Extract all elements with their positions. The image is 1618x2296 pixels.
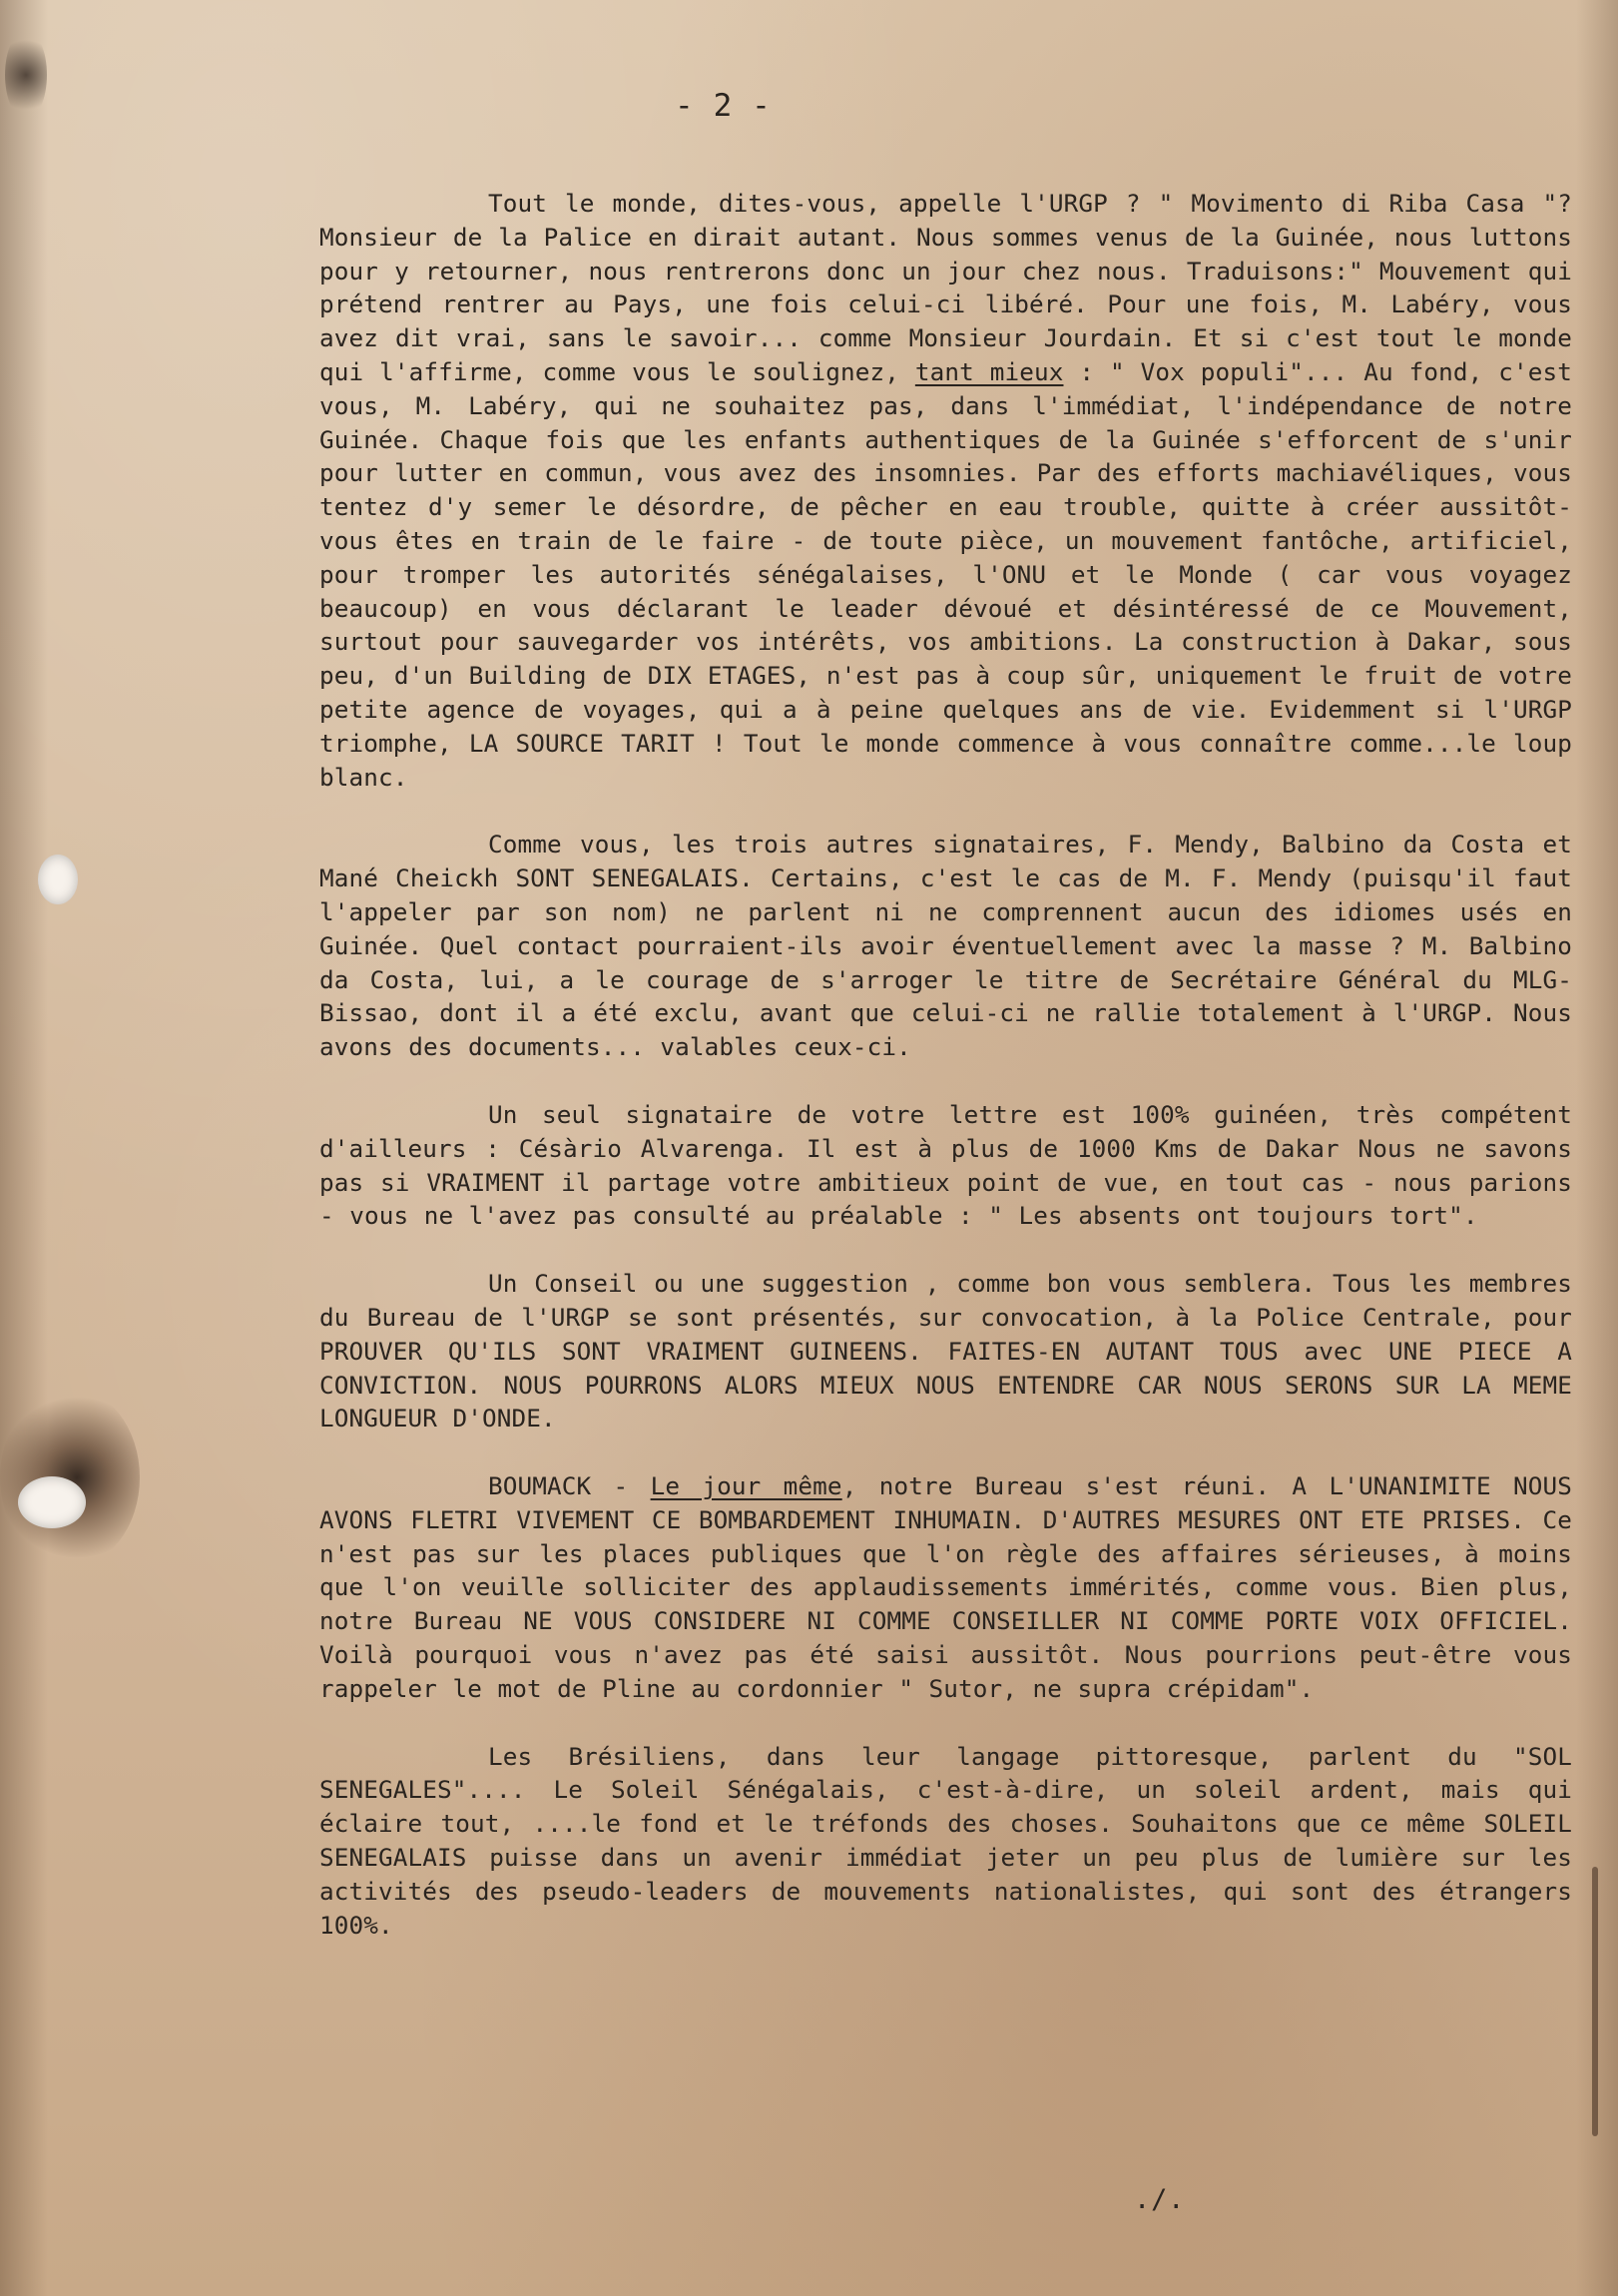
document-body: [319, 187, 1572, 1942]
paper-stain-top: [5, 30, 47, 120]
paragraph-5: BOUMACK - Le jour même, notre Bureau s'est réuni. A L'UNANIMITE NOUS AVONS FLETRI VIVEMENT CE BOMBARDEMENT INHUMAIN. D'AUTRES MESURES ONT ETE PRISES. Ce n'est pas sur les places publiques que l'on règle des affaires sérieuses, à moins que l'on veuille solliciter des applaudissements immérités, comme vous. Bien plus, notre Bureau NE VOUS CONSIDERE NI COMME CONSEILLER NI COMME PORTE VOIX OFFICIEL. Voilà pourquoi vous n'avez pas été saisi aussitôt. Nous pourrions peut-être vous rappeler le mot de Pline au cordonnier " Sutor, ne supra crépidam".: [319, 1471, 1573, 1703]
paragraph-3: Un seul signataire de votre lettre est 100% guinéen, très compétent d'ailleurs : Césàrio Alvarenga. Il est à plus de 1000 Kms de Dakar Nous ne savons pas si VRAIMENT il partage votre ambitieux point de vue, en tout cas - nous parions - vous ne l'avez pas consulté au préalable : " Les absents ont toujours tort".: [319, 1099, 1572, 1231]
paragraph-2: Comme vous, les trois autres signataires, F. Mendy, Balbino da Costa et Mané Cheickh SONT SENEGALAIS. Certains, c'est le cas de M. F. Mendy (puisqu'il faut l'appeler par son nom) ne parlent ni ne comprennent aucun des idiomes usés en Guinée. Quel contact pourraient-ils avoir éventuellement avec la masse ? M. Balbino da Costa, lui, a le courage de s'arroger le titre de Secrétaire Général du MLG-Bissao, dont il a été exclu, avant que celui-ci ne rallie totalement à l'URGP. Nous avons des documents... valables ceux-ci.: [319, 830, 1572, 1062]
signoff: ./.: [1134, 2184, 1186, 2215]
page-number: - 2 -: [675, 88, 772, 124]
paragraph-1: Tout le monde, dites-vous, appelle l'URGP ? " Movimento di Riba Casa "? Monsieur de la Palice en dirait autant. Nous sommes venus de la Guinée, nous luttons pour y retourner, nous rentrerons donc un jour chez nous. Traduisons:" Mouvement qui prétend rentrer au Pays, une fois celui-ci libéré. Pour une fois, M. Labéry, vous avez dit vrai, sans le savoir... comme Monsieur Jourdain. Et si c'est tout le monde qui l'affirme, comme vous le soulignez, tant mieux : " Vox populi"... Au fond, c'est vous, M. Labéry, qui ne souhaitez pas, dans l'immédiat, l'indépendance de notre Guinée. Chaque fois que les enfants authentiques de la Guinée s'efforcent de s'unir pour lutter en commun, vous avez des insomnies. Par des efforts machiavéliques, vous tentez d'y semer le désordre, de pêcher en eau trouble, quitte à créer aussitôt- vous êtes en train de le faire - de toute pièce, un mouvement fantôche, artificiel, pour tromper les autorités sénégalaises, l'ONU et le Monde ( car vous voyagez beaucoup) en vous déclarant le leader dévoué et désintéressé de ce Mouvement, surtout pour sauvegarder vos intérêts, vos ambitions. La construction à Dakar, sous peu, d'un Building de DIX ETAGES, n'est pas à coup sûr, uniquement le fruit de votre petite agence de voyages, qui a à peine quelques ans de vie. Evidemment si l'URGP triomphe, LA SOURCE TARIT ! Tout le monde commence à vous connaître comme...le loup blanc.: [319, 189, 1572, 792]
underlined-phrase: Le jour même: [650, 1471, 842, 1501]
paragraph-4: Un Conseil ou une suggestion , comme bon vous semblera. Tous les membres du Bureau de l'URGP se sont présentés, sur convocation, à la Police Centrale, pour PROUVER QU'ILS SONT VRAIMENT GUINEENS. FAITES-EN AUTANT TOUS avec UNE PIECE A CONVICTION. NOUS POURRONS ALORS MIEUX NOUS ENTENDRE CAR NOUS SERONS SUR LA MEME LONGUEUR D'ONDE.: [319, 1269, 1572, 1434]
left-edge-shadow: [0, 0, 48, 2296]
paper-stain: [0, 1388, 140, 1567]
underlined-phrase: tant mieux: [914, 356, 1064, 386]
paper-crease: [1592, 1867, 1598, 2136]
punch-hole-top: [38, 855, 78, 904]
paragraph-6: Les Brésiliens, dans leur langage pittoresque, parlent du "SOL SENEGALES".... Le Soleil Sénégalais, c'est-à-dire, un soleil ardent, mais qui éclaire tout, ....le fond et le tréfonds des choses. Souhaitons que ce même SOLEIL SENEGALAIS puisse dans un avenir immédiat jeter un peu plus de lumière sur les activités des pseudo-leaders de mouvements nationalistes, qui sont des étrangers 100%.: [319, 1741, 1572, 1940]
punch-hole-bottom: [18, 1476, 86, 1528]
